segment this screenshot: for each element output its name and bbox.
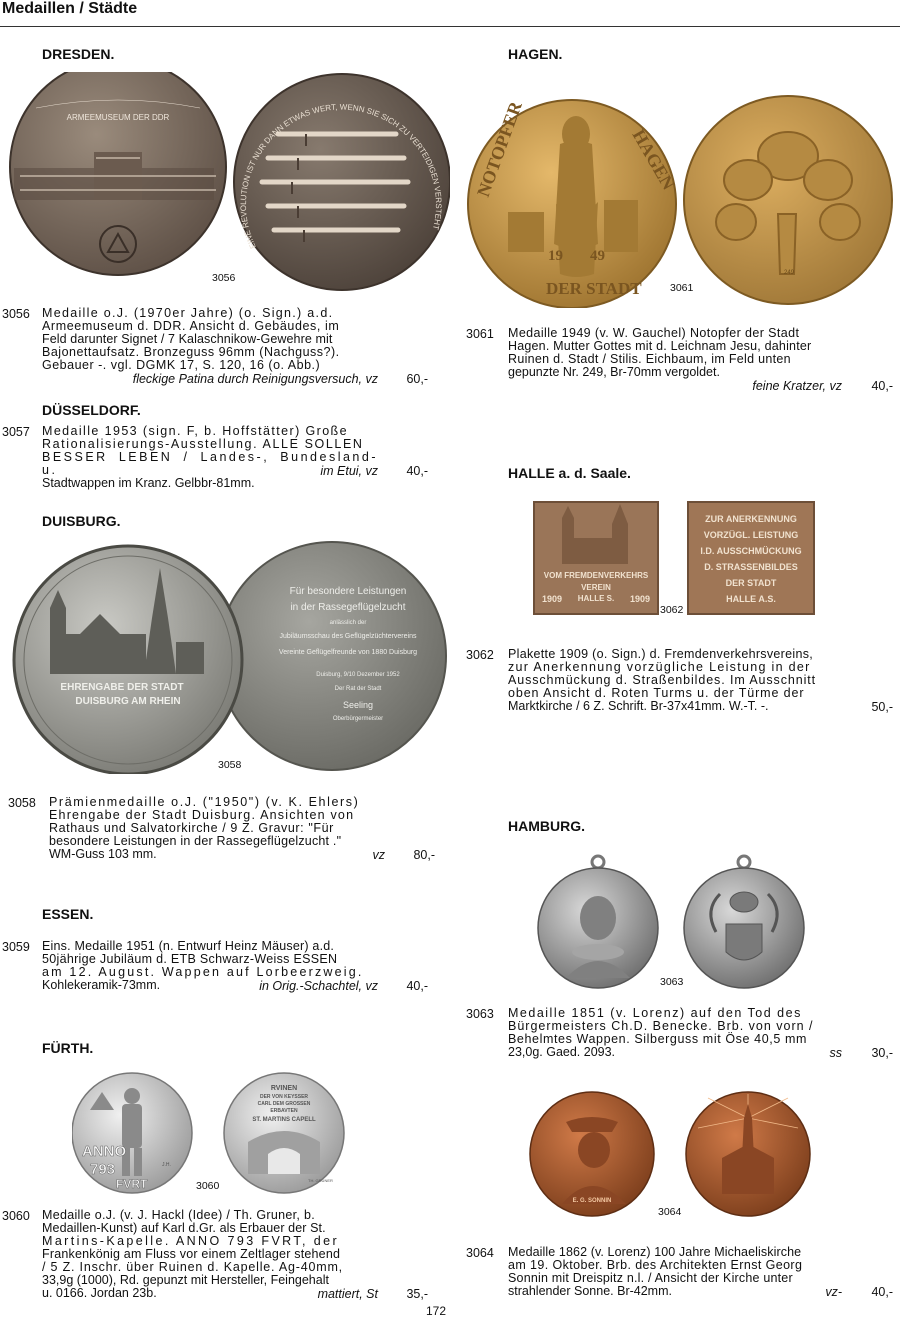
description-line: Bajonettaufsatz. Bronzeguss 96mm (Nachguss?). xyxy=(42,345,340,359)
medal-inscription: Jubiläumsschau des Geflügelzüchtervereins xyxy=(279,633,417,640)
description-line: Bürgermeisters Ch.D. Benecke. Brb. von vorn / xyxy=(508,1019,814,1033)
description-line: gepunzte Nr. 249, Br-70mm vergoldet. xyxy=(508,365,720,379)
description-line: Medaille o.J. (v. J. Hackl (Idee) / Th. Gruner, b. xyxy=(42,1208,315,1222)
medal-inscription: in der Rassegeflügelzucht xyxy=(290,602,406,613)
description-line: Hagen. Mutter Gottes mit d. Leichnam Jesu, dahinter xyxy=(508,339,812,353)
city-heading-duesseldorf: DÜSSELDORF. xyxy=(42,402,141,418)
medal-inscription: E. G. SONNIN xyxy=(572,1198,612,1204)
city-heading-dresden: DRESDEN. xyxy=(42,46,115,62)
description-line: Armeemuseum d. DDR. Ansicht d. Gebäudes, im xyxy=(42,319,340,333)
description-line: Frankenkönig am Fluss vor einem Zeltlager stehend xyxy=(42,1247,341,1261)
medal-inscription: DUISBURG AM RHEIN xyxy=(75,696,181,707)
page-title: Medaillen / Städte xyxy=(2,0,138,17)
medal-inscription: D. STRASSENBILDES xyxy=(704,562,798,572)
medal-image xyxy=(532,498,816,618)
lot-number: 3061 xyxy=(466,327,494,341)
photo-label: 3062 xyxy=(660,604,684,616)
lot-3058-photo xyxy=(10,538,452,774)
description-line: Medaille 1953 (sign. F, b. Hoffstätter) Große xyxy=(42,424,348,438)
medal-inscription: HALLE S. xyxy=(577,594,615,603)
lot-condition: fleckige Patina durch Reinigungsversuch, vz xyxy=(132,372,378,386)
lot-condition: vz xyxy=(372,848,385,862)
description-line: 50jährige Jubiläum d. ETB Schwarz-Weiss ESSEN xyxy=(42,952,338,966)
description-line: Ausschmückung d. Straßenbildes. Im Ausschnitt xyxy=(508,673,816,687)
medal-inscription: 1909 xyxy=(629,594,651,604)
medal-inscription: anlässlich der xyxy=(329,620,367,626)
medal-inscription: DER STADT xyxy=(725,578,777,588)
medal-inscription: ZUR ANERKENNUNG xyxy=(705,514,797,524)
description-line: Ehrengabe der Stadt Duisburg. Ansichten von xyxy=(49,808,355,822)
description-line: am 19. Oktober. Brb. des Architekten Ernst Georg xyxy=(508,1258,803,1272)
description-line: Feld darunter Signet / 7 Kalaschnikow-Gewehre mit xyxy=(42,332,333,346)
description-line: Medaille 1862 (v. Lorenz) 100 Jahre Michaeliskirche xyxy=(508,1245,802,1259)
medal-inscription: Oberbürgermeister xyxy=(332,716,384,722)
page-header xyxy=(0,0,900,27)
medal-image xyxy=(10,538,452,774)
lot-price: 30,- xyxy=(871,1046,893,1060)
lot-price: 40,- xyxy=(406,979,428,993)
medal-inscription: HALLE A.S. xyxy=(726,594,776,604)
description-line: 23,0g. Gaed. 2093. xyxy=(508,1045,616,1059)
description-line: Medaille 1851 (v. Lorenz) auf den Tod des xyxy=(508,1006,802,1020)
medal-inscription: Duisburg, 9/10 Dezember 1952 xyxy=(316,672,400,678)
lot-3062-photo xyxy=(532,498,816,618)
city-heading-fuerth: FÜRTH. xyxy=(42,1040,94,1056)
medal-inscription: EHRENGABE DER STADT xyxy=(60,682,184,693)
lot-3061-description xyxy=(508,327,844,379)
lot-price: 35,- xyxy=(406,1287,428,1301)
city-heading-halle: HALLE a. d. Saale. xyxy=(508,465,631,481)
photo-label: 3060 xyxy=(196,1180,220,1192)
medal-inscription: EINE REVOLUTION IST NUR DANN ETWAS WERT, WENN SIE SICH ZU VERTEIDIGEN VERSTEHT xyxy=(238,102,444,251)
description-line: Medaille 1949 (v. W. Gauchel) Notopfer der Stadt xyxy=(508,326,800,340)
medal-inscription: DER STADT xyxy=(546,279,642,298)
lot-3056-description xyxy=(42,307,378,372)
medal-inscription: VORZÜGL. LEISTUNG xyxy=(703,530,799,540)
medal-inscription: VEREIN xyxy=(581,583,611,592)
description-line: Stadtwappen im Kranz. Gelbbr-81mm. xyxy=(42,476,255,490)
description-line: oben Ansicht d. Roten Turms u. der Türme der xyxy=(508,686,805,700)
lot-number: 3057 xyxy=(2,425,30,439)
medal-image xyxy=(526,1088,816,1222)
lot-3060-photo xyxy=(72,1070,350,1196)
photo-label: 3063 xyxy=(660,976,684,988)
medal-inscription: 19 xyxy=(548,248,563,264)
medal-inscription: ERBAVTEN xyxy=(270,1108,298,1114)
lot-condition: im Etui, vz xyxy=(320,464,378,478)
medal-inscription: ARMEEMUSEUM DER DDR xyxy=(66,113,170,122)
lot-price: 40,- xyxy=(871,379,893,393)
description-line: Rathaus und Salvatorkirche / 9 Z. Gravur: "Für xyxy=(49,821,334,835)
lot-3063-photo xyxy=(530,852,814,990)
lot-condition: in Orig.-Schachtel, vz xyxy=(259,979,378,993)
description-line: BESSER LEBEN / Landes-, Bundesland- u. xyxy=(42,450,378,477)
medal-image xyxy=(6,72,450,292)
lot-3062-description xyxy=(508,648,844,713)
description-line: Eins. Medaille 1951 (n. Entwurf Heinz Mäuser) a.d. xyxy=(42,939,335,953)
description-line: u. 0166. Jordan 23b. xyxy=(42,1286,157,1300)
medal-inscription: 249 xyxy=(784,270,795,276)
photo-label: 3058 xyxy=(218,759,242,771)
medal-inscription: CARL DEM GROSSEN xyxy=(257,1101,311,1107)
lot-number: 3063 xyxy=(466,1007,494,1021)
description-line: Prämienmedaille o.J. ("1950") (v. K. Ehlers) xyxy=(49,795,360,809)
city-heading-hamburg: HAMBURG. xyxy=(508,818,585,834)
lot-number: 3062 xyxy=(466,648,494,662)
lot-price: 80,- xyxy=(413,848,435,862)
description-line: Medaillen-Kunst) auf Karl d.Gr. als Erbauer der St. xyxy=(42,1221,326,1235)
description-line: Marktkirche / 6 Z. Schrift. Br-37x41mm. W.-T. -. xyxy=(508,699,769,713)
medal-inscription: ST. MARTINS CAPELL xyxy=(252,1117,316,1123)
lot-price: 60,- xyxy=(406,372,428,386)
lot-number: 3064 xyxy=(466,1246,494,1260)
medal-inscription: TH. GRUNER xyxy=(308,1178,333,1183)
lot-price: 50,- xyxy=(871,700,893,714)
description-line: Ruinen d. Stadt / Stilis. Eichbaum, im Feld unten xyxy=(508,352,791,366)
medal-inscription: 793 xyxy=(90,1161,116,1178)
description-line: Gebauer -. vgl. DGMK 17, S. 120, 16 (o. Abb.) xyxy=(42,358,321,372)
medal-inscription: 49 xyxy=(590,248,605,264)
medal-inscription: Vereinte Geflügelfreunde von 1880 Duisburg xyxy=(278,649,418,656)
photo-label: 3064 xyxy=(658,1206,682,1218)
lot-3064-photo xyxy=(526,1088,816,1222)
lot-condition: vz- xyxy=(825,1285,842,1299)
lot-number: 3058 xyxy=(8,796,36,810)
city-heading-hagen: HAGEN. xyxy=(508,46,563,62)
city-heading-essen: ESSEN. xyxy=(42,906,94,922)
medal-inscription: FVRT xyxy=(116,1177,148,1191)
description-line: Behelmtes Wappen. Silberguss mit Öse 40,5 mm xyxy=(508,1032,807,1046)
medal-inscription: Der Rat der Stadt xyxy=(334,686,382,692)
medal-inscription: ANNO xyxy=(82,1143,127,1160)
lot-condition: ss xyxy=(829,1046,842,1060)
medal-inscription: RVINEN xyxy=(270,1085,298,1092)
medal-inscription: 1909 xyxy=(541,594,563,604)
lot-condition: feine Kratzer, vz xyxy=(752,379,842,393)
medal-inscription: HAGEN xyxy=(628,126,679,194)
description-line: strahlender Sonne. Br-42mm. xyxy=(508,1284,672,1298)
medal-image xyxy=(530,852,814,990)
medal-image xyxy=(466,94,898,308)
description-line: am 12. August. Wappen auf Lorbeerzweig. xyxy=(42,965,364,979)
description-line: Sonnin mit Dreispitz n.l. / Ansicht der Kirche unter xyxy=(508,1271,793,1285)
description-line: / 5 Z. Inschr. über Ruinen d. Kapelle. Ag-40mm, xyxy=(42,1260,343,1274)
lot-condition: mattiert, St xyxy=(317,1287,378,1301)
medal-inscription: DER VON KEYSSER xyxy=(259,1094,309,1100)
medal-inscription: I.D. AUSSCHMÜCKUNG xyxy=(700,546,802,556)
description-line: WM-Guss 103 mm. xyxy=(49,847,157,861)
lot-3061-photo xyxy=(466,94,898,308)
photo-label: 3061 xyxy=(670,282,694,294)
medal-inscription: NOTOPFER xyxy=(472,98,526,200)
medal-inscription: Seeling xyxy=(342,700,374,710)
lot-3057-description xyxy=(42,425,378,490)
lot-price: 40,- xyxy=(406,464,428,478)
medal-image xyxy=(72,1070,350,1196)
photo-label: 3056 xyxy=(212,272,236,284)
lot-price: 40,- xyxy=(871,1285,893,1299)
lot-number: 3056 xyxy=(2,307,30,321)
lot-3056-photo xyxy=(6,72,450,292)
medal-inscription: Für besondere Leistungen xyxy=(289,586,407,597)
description-line: Martins-Kapelle. ANNO 793 FVRT, der xyxy=(42,1234,340,1248)
description-line: besondere Leistungen in der Rassegeflügelzucht ." xyxy=(49,834,342,848)
description-line: Plakette 1909 (o. Sign.) d. Fremdenverkehrsvereins, xyxy=(508,647,814,661)
medal-inscription: VOM FREMDENVERKEHRS xyxy=(543,571,649,580)
description-line: 33,9g (1000), Rd. gepunzt mit Hersteller, Feingehalt xyxy=(42,1273,329,1287)
lot-number: 3060 xyxy=(2,1209,30,1223)
lot-number: 3059 xyxy=(2,940,30,954)
page-number: 172 xyxy=(426,1304,447,1318)
description-line: zur Anerkennung vorzügliche Leistung in der xyxy=(508,660,811,674)
city-heading-duisburg: DUISBURG. xyxy=(42,513,121,529)
description-line: Kohlekeramik-73mm. xyxy=(42,978,161,992)
description-line: Medaille o.J. (1970er Jahre) (o. Sign.) a.d. xyxy=(42,306,334,320)
medal-inscription: J.H. xyxy=(162,1162,171,1168)
description-line: Rationalisierungs-Ausstellung. ALLE SOLLEN xyxy=(42,437,364,451)
